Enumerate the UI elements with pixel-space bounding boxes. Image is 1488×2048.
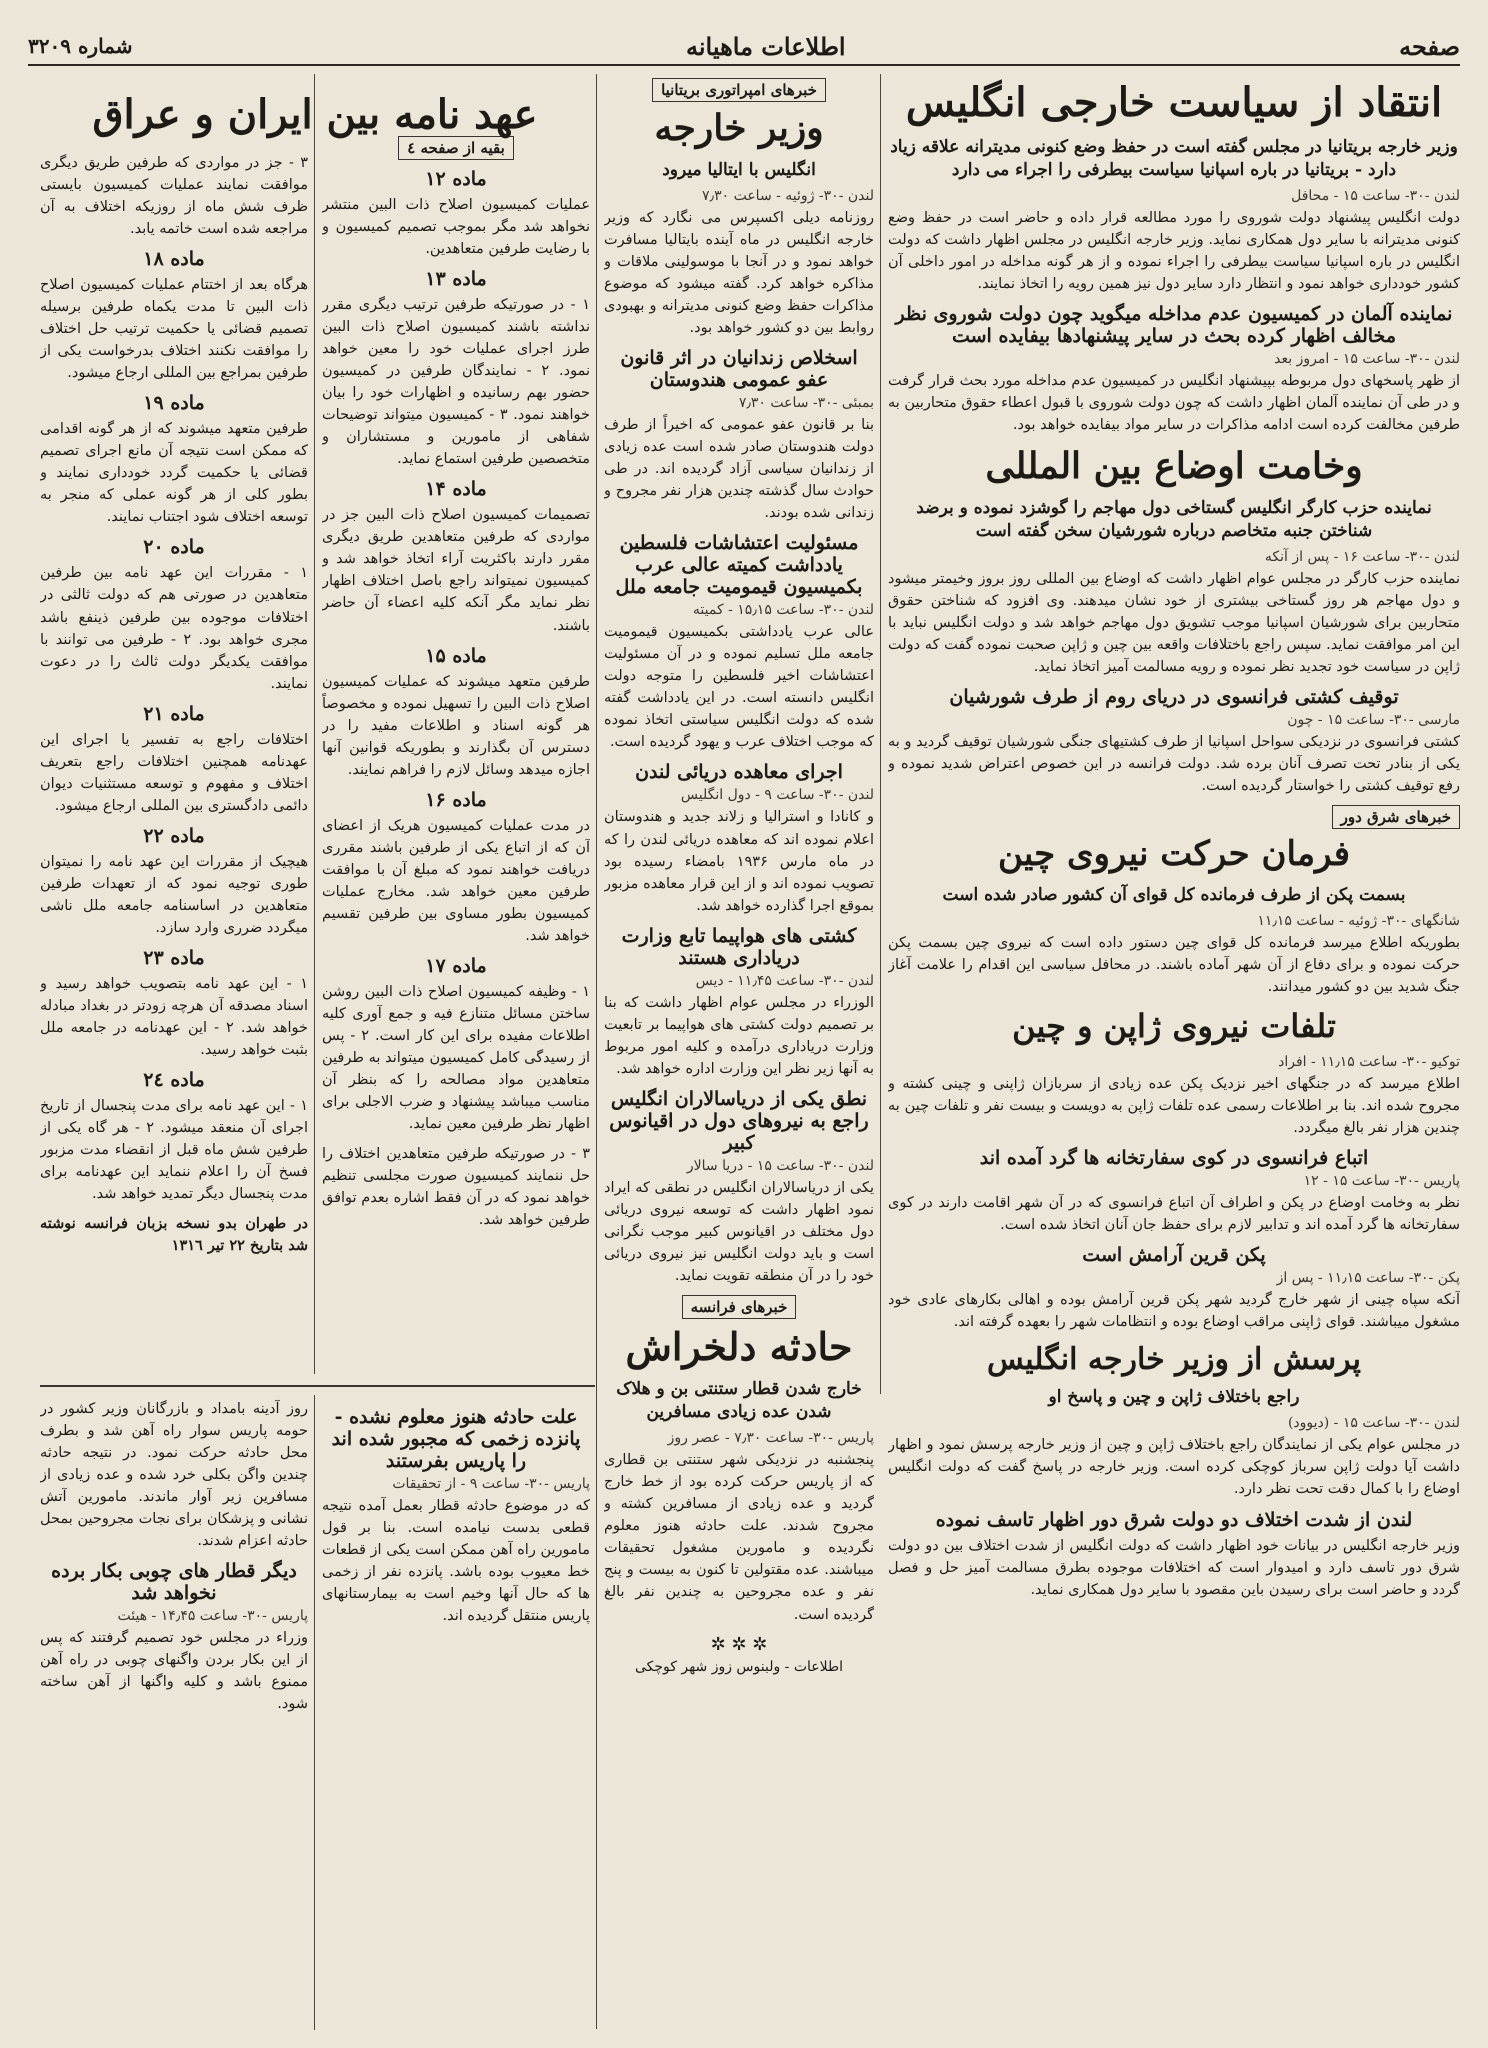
article-body: طرفین متعهد میشوند که عملیات کمیسیون اصلاح ذات البین را تسهیل نموده و مخصوصاً هر گونه اسناد و اطلاعات مفید را در دسترس آن بگذارند و بطوریکه قوانین آنها اجازه میدهد وسائل لازم را فراهم نمایند.	[322, 673, 590, 778]
heading-ship-seized: توقیف کشتی فرانسوی در دریای روم از طرف شورشیان	[949, 686, 1399, 709]
subhead-foreign-minister: انگلیس با ایتالیا میرود	[662, 160, 816, 180]
article-body: روز آدینه بامداد و بازرگانان وزیر کشور در حومه پاریس سوار راه آهن شد و بطرف محل حادثه حرکت نمود. در نتیجه حادثه چندین واگن بکلی خرد شده و عده زیادی از مسافرین زیر آوار ماندند. مامورین آتش نشانی و پزشکان برای نجات مجروحین بمحل حادثه اعزام شدند.	[40, 1401, 308, 1550]
dateline: لندن -۳۰- ساعت ۱۵ - امروز بعد	[1274, 351, 1460, 367]
article-body: ۱ - مقررات این عهد نامه بین طرفین متعاهدین در صورتی هم که دولت ثالثی در اختلافات موجوده بین طرفین ذینفع باشد مجری خواهد بود. ۲ - طرفین می توانند با موافقت یکدیگر دولت ثالث را در دعوت نمایند.	[40, 565, 308, 692]
column-rule	[314, 1395, 315, 2030]
dateline: لندن -۳۰- ساعت ۱۵٫۱۵ - کمیته	[692, 602, 874, 619]
heading-wooden-cars: دیگر قطار های چوبی بکار برده نخواهد شد	[51, 1560, 297, 1605]
article-body: عملیات کمیسیون اصلاح ذات البین منتشر نخواهد شد مگر بموجب تصمیم کمیسیون و با رضایت طرفین متعاهدین.	[322, 197, 590, 258]
article-title: ماده ۱۸	[143, 248, 205, 271]
article-body: یکی از دریاسالاران انگلیس در نطقی که ایراد نمود اظهار داشت که توسعه نیروی دریائی دول مختلف در اقیانوس کبیر موجب نگرانی است و باید دولت انگلیس نیز نیروی دریائی خود را در آن منطقه تقویت نماید.	[604, 1179, 874, 1284]
issue-number: شماره ۳۲۰۹	[28, 34, 133, 58]
treaty-column-left	[40, 152, 308, 1377]
ornament-icon: ✲ ✲ ✲	[710, 1633, 768, 1655]
article-title: ماده ۱۳	[425, 268, 487, 291]
article-title: ماده ۲٤	[143, 1069, 205, 1091]
article-title: ماده ۱۲	[425, 168, 487, 190]
article-body: هرگاه بعد از اختتام عملیات کمیسیون اصلاح ذات البین تا مدت یکماه طرفین برسیله تصمیم قضائی یا حکمیت ترتیب حل اختلاف را موافقت نکنند اختلاف بدرخواست یکی از طرفین بمراجع بین المللی ارجاع میشود.	[40, 277, 308, 382]
article-title: ماده ۱۵	[425, 644, 487, 667]
treaty-signoff: در طهران بدو نسخه بزبان فرانسه نوشته شد بتاریخ ۲۲ تیر ۱۳۱٦	[40, 1215, 308, 1255]
heading-regret: لندن از شدت اختلاف دو دولت شرق دور اظهار تاسف نموده	[935, 1508, 1413, 1531]
dateline: بمبئی -۳۰- ساعت ۷٫۳۰	[738, 395, 874, 412]
article-body: اختلافات راجع به تفسیر یا اجرای این عهدنامه همچنین اختلافات راجع بتعریف اختلاف و مفهوم و توسعه مستثنیات دیوان دائمی دادگستری بین المللی ارجاع میشود.	[40, 731, 308, 814]
article-body: الوزراء در مجلس عوام اظهار داشت که بنا بر تصمیم دولت کشتی های هواپیما بر تابعیت وزارت دریاداری درآمده و کلیه امور مربوط به آنها زیر نظر این وزارت اداره خواهد شد.	[604, 994, 874, 1077]
article-body: عالی عرب یادداشتی بکمیسیون قیمومیت جامعه ملل تسلیم نموده و در آن مسئولیت اعتشاشات اخیر فلسطین را متوجه دولت انگلیس دانسته است. در این یادداشت گفته شده که دولت انگلیس سیاستی اتخاذ نموده که موجب اختلاف عرب و یهود گردیده است.	[604, 624, 874, 751]
article-body: اطلاع میرسد که در جنگهای اخیر نزدیک پکن عده زیادی از سربازان ژاپنی و چینی کشته و مجروح شده اند. بنا بر اطلاعات رسمی عده تلفات ژاپن به دویست و بیست نفر و تلفات چین به چندین هزار نفر بالغ میگردد.	[888, 1075, 1460, 1136]
article-title: ماده ۲۱	[143, 702, 205, 725]
article-body: و کانادا و استرالیا و زلاند جدید و هندوستان اعلام نموده اند که معاهده دریائی لندن را که در ماه مارس ۱۹۳۶ بامضاء رسیده بود تصویب نموده اند و از این قرار معاهده مزبور بموقع اجرا گذارده خواهد شد.	[604, 809, 874, 914]
article-body: آنکه سپاه چینی از شهر خارج گردید شهر پکن قرین آرامش بوده و اهالی بکارهای عادی خود مشغول میباشند. قوای ژاپنی مراقب اوضاع بوده و انتظامات شهر را بعهده گرفته اند.	[888, 1291, 1460, 1330]
article-body: دولت انگلیس پیشنهاد دولت شوروی را مورد مطالعه قرار داده و حاضر است در حفظ وضع کنونی مدیترانه با سایر دول همکاری نماید. وزیر خارجه انگلیس در مجلس اظهار داشت که دولت انگلیس در باره اسپانیا سیاست بیطرفی را اجراء نموده و از هر گونه مداخله در امور داخلی آن کشور خودداری خواهد نمود و انتظار دارد سایر دول نیز همین رویه را اتخاذ نمایند.	[888, 209, 1460, 292]
article-body: وزیر خارجه انگلیس در بیانات خود اظهار داشت که دولت انگلیس از شدت اختلاف بین دو دولت شرق دور تاسف دارد و امیدوار است که اختلافات موجوده بطرق مسالمت آمیز حل و فصل گردد و حاضر است برای رسیدن باین مقصود با سایر دول همکاری نماید.	[888, 1537, 1460, 1598]
article-title: ماده ۲۰	[143, 536, 205, 559]
column-rule	[314, 74, 315, 1374]
dateline: لندن -۳۰- ساعت ۱۶ - پس از آنکه	[1264, 548, 1460, 565]
dateline: لندن -۳۰- ساعت ۱۵ - دریا سالار	[686, 1157, 874, 1174]
subhead-accident: خارج شدن قطار ستنتی بن و هلاک شدن عده زیادی مسافرین	[616, 1379, 862, 1423]
article-body: در مدت عملیات کمیسیون هریک از اعضای آن که از اتباع یکی از طرفین باشند مقرری دریافت خواهند نمود که مبلغ آن با موافقت طرفین معین خواهد شد. مخارج عملیات کمیسیون بطور مساوی بین طرفین تقسیم خواهد شد.	[322, 817, 590, 944]
article-title: ماده ۱۴	[425, 478, 487, 501]
article-title: ماده ۱۹	[143, 392, 205, 415]
dateline: لندن -۳۰- ساعت ۱۵ - محافل	[1291, 187, 1460, 204]
heading-airships: کشتی های هواپیما تابع وزارت دریاداری هستند	[621, 924, 857, 969]
continued-from: بقیه از صفحه ٤	[398, 136, 514, 160]
treaty-column-right	[322, 74, 590, 1374]
article-body: ۳ - در صورتیکه طرفین متعاهدین اختلاف را حل ننمایند کمیسیون صورت مجلسی تنظیم خواهد نمود که در آن فقط اشاره بعدم توافق طرفین خواهد شد.	[322, 1146, 590, 1229]
headline-treaty: عهد نامه بین ایران و عراق	[92, 91, 538, 138]
article-title: ماده ۲۲	[143, 824, 205, 847]
dateline: لندن -۳۰- ساعت ۱۵ - (دیوود)	[1287, 1415, 1460, 1432]
heading-wounded: علت حادثه هنوز معلوم نشده - پانزده زخمی که مجبور شده اند را پاریس بفرستند	[331, 1406, 581, 1472]
article-body: وزراء در مجلس خود تصمیم گرفتند که پس از این بکار بردن واگنهای چوبی در راه آهن ممنوع باشد و کلیه واگنها از آهن ساخته شود.	[40, 1630, 308, 1713]
article-body: طرفین متعهد میشوند که از هر گونه اقدامی که ممکن است نتیجه آن مانع اجرای تصمیم قضائی یا حکمیت گردد خودداری نمایند و بطور کلی از هر گونه عملی که منجر به توسعه اختلاف شود اجتناب نمایند.	[40, 421, 308, 526]
subhead-international: نماینده حزب کارگر انگلیس گستاخی دول مهاجم را گوشزد نموده و برضد شناختن جنبه متخاصم درباره شورشیان سخن گفته است	[916, 498, 1432, 542]
headline-casualties: تلفات نیروی ژاپن و چین	[1012, 1006, 1336, 1045]
dateline: لندن -۳۰- ساعت ۱۱٫۴۵ - دیس	[695, 972, 874, 989]
section-label-far-east: خبرهای شرق دور	[1332, 805, 1460, 829]
article-body: روزنامه دیلی اکسپرس می نگارد که وزیر خارجه انگلیس در ماه آینده بایتالیا مسافرت خواهد نمود و در آنجا با موسولینی ملاقات و مذاکره خواهد کرد. گفته میشود که موضوع مذاکرات حفظ وضع کنونی مدیترانه و بهبودی روابط بین دو کشور خواهد بود.	[604, 209, 874, 337]
source-credit: اطلاعات - ولبنوس زوز شهر کوچکی	[634, 1658, 844, 1675]
headline-international: وخامت اوضاع بین المللی	[985, 445, 1363, 488]
article-body: بنا بر قانون عفو عمومی که اخیراً از طرف دولت هندوستان صادر شده است عده زیادی از زندانیان سیاسی آزاد گردیده اند. در طی حوادث سال گذشته چندین هزار نفر مجروح و زندانی شده بودند.	[604, 417, 874, 522]
heading-french-nationals: اتباع فرانسوی در کوی سفارتخانه ها گرد آمده اند	[979, 1146, 1369, 1169]
article-body: کشتی فرانسوی در نزدیکی سواحل اسپانیا از طرف کشتیهای جنگی شورشیان توقیف گردید و به یکی از بنادر تحت تصرف آنان برده شد. دولت فرانسه در این خصوص اعتراض شدید نموده و رفع توقیف کشتی را خواستار گردیده است.	[888, 734, 1460, 795]
article-title: ماده ۱۶	[425, 788, 487, 811]
article-title: ماده ۱۷	[425, 954, 487, 977]
middle-column	[604, 74, 874, 2029]
article-body: ۱ - وظیفه کمیسیون اصلاح ذات البین روشن ساختن مسائل متنازع فیه و جمع آوری کلیه اطلاعات مفیده برای این کار است. ۲ - پس از رسیدگی کامل کمیسیون میتواند به طرفین متعاهدین مواد مصالحه را که بنظر آن مناسب میباشد پیشنهاد و ضرب الاجلی برای اظهار نظر طرفین معین نماید.	[322, 983, 590, 1133]
subhead-china-move: بسمت پکن از طرف فرمانده کل قوای آن کشور صادر شده است	[942, 884, 1406, 905]
headline-foreign-policy: انتقاد از سیاست خارجی انگلیس	[905, 79, 1443, 126]
heading-india: اسخلاص زندانیان در اثر قانون عفو عمومی هندوستان	[620, 347, 858, 392]
heading-peking: پکن قرین آرامش است	[1082, 1243, 1266, 1266]
newspaper-name: اطلاعات ماهیانه	[686, 31, 846, 61]
heading-soviet: نماینده آلمان در کمیسیون عدم مداخله میگوید چون دولت شوروی نظر مخالف اظهار کرده بحث در سایر پیشنهادها بیفایده است	[895, 303, 1453, 347]
column-rule	[880, 74, 881, 1394]
headline-china-move: فرمان حرکت نیروی چین	[997, 834, 1351, 875]
article-body: ۱ - این عهد نامه برای مدت پنجسال از تاریخ اجرای آن منعقد میشود. ۲ - هر گاه یکی از طرفین شش ماه قبل از انقضاء مدت مزبور فسخ آن را اعلام ننماید این عهدنامه برای مدت پنجسال دیگر تمدید خواهد شد.	[40, 1098, 308, 1203]
heading-pacific: نطق یکی از دریاسالاران انگلیس راجع به نیروهای دول در اقیانوس کبیر	[609, 1087, 869, 1154]
section-label-empire: خبرهای امپراتوری بریتانیا	[652, 78, 826, 102]
dateline: پاریس -۳۰- ساعت ۱۴٫۴۵ - هیئت	[117, 1608, 308, 1625]
section-divider	[40, 1385, 595, 1387]
dateline: توکیو -۳۰- ساعت ۱۱٫۱۵ - افراد	[1278, 1053, 1460, 1070]
subhead-question: راجع باختلاف ژاپن و چین و پاسخ او	[1048, 1387, 1300, 1408]
article-body: هیچیک از مقررات این عهد نامه را نمیتوان طوری توجیه نمود که از تعهدات طرفین متعاهدین در اساسنامه جامعه ملل ناشی میگردد ضرری وارد سازد.	[40, 853, 308, 936]
headline-foreign-minister: وزیر خارجه	[654, 107, 824, 149]
article-title: ماده ۲۳	[143, 946, 205, 969]
article-body: نظر به وخامت اوضاع در پکن و اطراف آن اتباع فرانسوی که در آن شهر اقامت دارند در کوی سفارتخانه ها گرد آمده اند و تدابیر لازم برای حفظ جان آنان اتخاذ شده است.	[888, 1194, 1460, 1233]
dateline: پکن -۳۰- ساعت ۱۱٫۱۵ - پس از	[1276, 1269, 1460, 1286]
article-body: بطوریکه اطلاع میرسد فرمانده کل قوای چین دستور داده است که نیروی چین بسمت پکن حرکت نموده و برای دفاع از آن شهر آماده باشند. در محافل سیاسی این اقدام را علامت آغاز جنگ شدید بین دو کشور میدانند.	[888, 934, 1460, 995]
heading-palestine: مسئولیت اعتشاشات فلسطین یادداشت کمیته عالی عرب بکمیسیون قیمومیت جامعه ملل	[615, 532, 863, 599]
article-body: که در موضوع حادثه قطار بعمل آمده نتیجه قطعی بدست نیامده است. بنا بر قول مامورین راه آهن ممکن است یکی از قطعات خط معیوب بوده باشد. پانزده نفر از زخمی ها که حال آنها وخیم است به بیمارستانهای پاریس منتقل گردیده اند.	[322, 1498, 590, 1625]
dateline: پاریس -۳۰- ساعت ۷٫۳۰ - عصر روز	[667, 1430, 874, 1447]
article-body: نماینده حزب کارگر در مجلس عوام اظهار داشت که اوضاع بین المللی روز بروز وخیمتر میشود و دول مهاجم هر روز گستاخی بیشتری از خود نشان میدهند. وی افزود که شناختن حقوق متحاربین برای شورشیان اسپانیا موجب تشویق دول مهاجم خواهد شد و دولت انگلیس نباید با این امر موافقت نماید. سپس راجع باختلافات واقعه بین چین و ژاپن صحبت نموده گفت که دولت ژاپن در سیاست خود تجدید نظر نموده و رویه مسالمت آمیز اتخاذ نماید.	[888, 570, 1460, 676]
article-body: ۳ - جز در مواردی که طرفین طریق دیگری موافقت نمایند عملیات کمیسیون بایستی ظرف شش ماه از روزیکه اختلاف به آن مراجعه شده است خاتمه یابد.	[40, 155, 308, 238]
headline-accident: حادثه دلخراش	[625, 1323, 853, 1369]
article-body: پنجشنبه در نزدیکی شهر ستنتی بن قطاری که از پاریس حرکت کرده بود از خط خارج گردید و عده زیادی از مسافرین کشته و مجروح شدند. علت حادثه هنوز معلوم نگردیده و مامورین مشغول تحقیقات میباشند. عده مقتولین تا کنون به بیست و پنج نفر و عده مجروحین به چندین نفر بالغ گردیده است.	[604, 1452, 874, 1623]
page-header	[28, 28, 1460, 66]
article-body: ۱ - این عهد نامه بتصویب خواهد رسید و اسناد مصدقه آن هرچه زودتر در بغداد مبادله خواهد شد. ۲ - این عهدنامه در جامعه ملل بثبت خواهد رسید.	[40, 975, 308, 1058]
dateline: لندن -۳۰- ساعت ۹ - دول انگلیس	[680, 787, 874, 804]
dateline: لندن -۳۰- ژوئیه - ساعت ۷٫۳۰	[702, 187, 874, 204]
page-word: صفحه	[1399, 31, 1460, 61]
article-body: از ظهر پاسخهای دول مربوطه بپیشنهاد انگلیس در کمیسیون عدم مداخله مورد بحث قرار گرفت و در طی آن نماینده آلمان اظهار داشت که چون دولت شوروی با قبول اعطاء حقوق متحاربین به طرفین مخالفت کرده است ادامه مذاکرات در سایر مواد بیفایده خواهد بود.	[888, 373, 1460, 434]
dateline: پاریس -۳۰- ساعت ۹ - از تحقیقات	[392, 1476, 590, 1492]
article-body: در مجلس عوام یکی از نمایندگان راجع باختلاف ژاپن و چین از وزیر خارجه پرسش نمود و اظهار داشت آیا دولت ژاپن سرباز کوچکی کرده است. وزیر خارجه در پاسخ گفت که دولت انگلیس اوضاع را با کمال دقت تحت نظر دارد.	[888, 1437, 1460, 1498]
subhead-foreign-policy: وزیر خارجه بریتانیا در مجلس گفته است در حفظ وضع کنونی مدیترانه علاقه زیاد دارد - بریتانیا در باره اسپانیا سیاست بیطرفی را اجراء می دارد	[890, 137, 1458, 180]
article-body: تصمیمات کمیسیون اصلاح ذات البین جز در مواردی که طرفین متعاهدین طریق دیگری مقرر دارند باکثریت آراء اتخاذ خواهد شد و کمیسیون نمیتواند راجع باصل اختلاف اظهار نظر نماید مگر آنکه کلیه اعضاء آن حاضر باشند.	[322, 507, 590, 634]
right-column	[888, 74, 1460, 2034]
dateline: شانگهای -۳۰- ژوئیه - ساعت ۱۱٫۱۵	[1257, 912, 1460, 929]
heading-naval-treaty: اجرای معاهده دریائی لندن	[635, 761, 843, 784]
section-label-france: خبرهای فرانسه	[682, 1295, 797, 1319]
headline-question: پرسش از وزیر خارجه انگلیس	[986, 1341, 1362, 1377]
bottom-left-column	[40, 1398, 308, 2018]
column-rule	[596, 74, 597, 2029]
dateline: پاریس -۳۰- ساعت ۱۵ - ۱۲	[1303, 1172, 1460, 1189]
bottom-wound-column	[322, 1398, 590, 2018]
dateline: مارسی -۳۰- ساعت ۱۵ - چون	[1287, 712, 1460, 729]
article-body: ۱ - در صورتیکه طرفین ترتیب دیگری مقرر نداشته باشند کمیسیون اصلاح ذات البین طرز اجرای عملیات خود را معین خواهد نمود. ۲ - نمایندگان طرفین در کمیسیون حضور بهم رسانیده و اظهارات خود را بیان خواهند نمود. ۳ - کمیسیون میتواند توضیحات شفاهی از مامورین و مستشاران و متخصصین طرفین استماع نماید.	[322, 297, 590, 468]
